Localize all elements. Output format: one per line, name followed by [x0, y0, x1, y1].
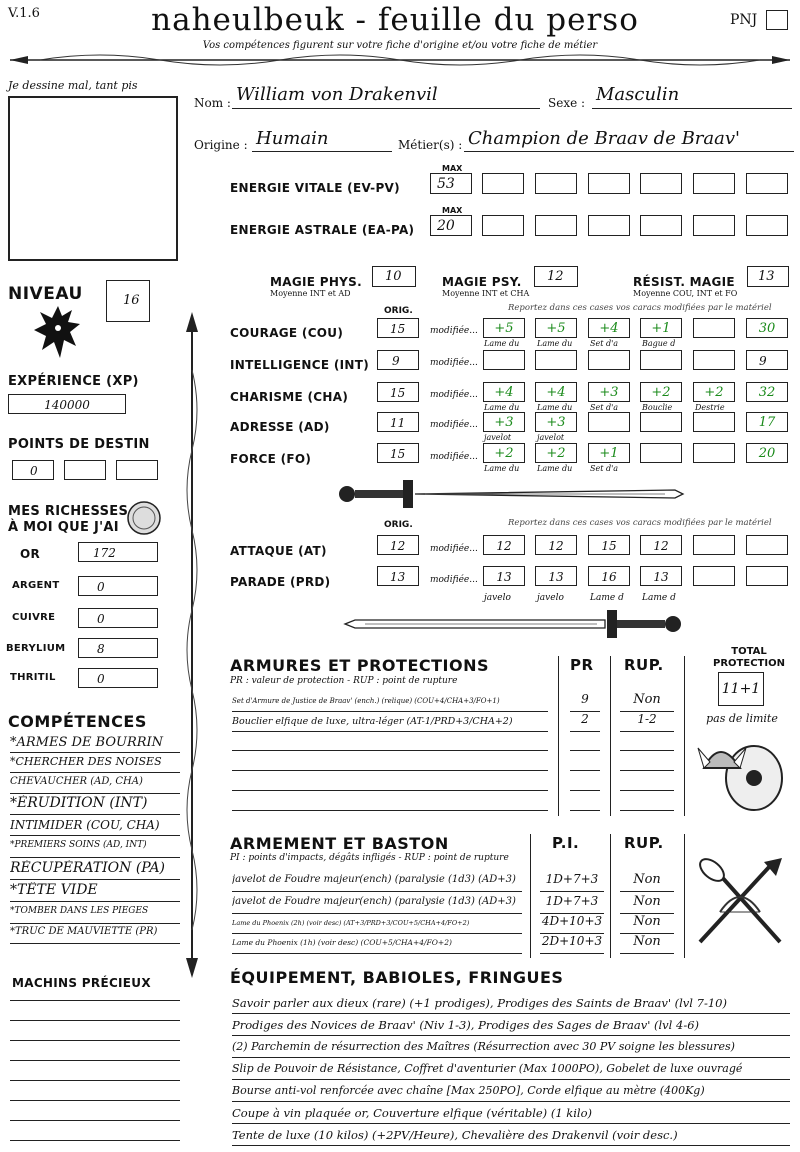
parade-mod-box[interactable] — [640, 566, 682, 586]
armor-empty-line[interactable] — [570, 770, 600, 771]
magie-phys-label: MAGIE PHYS. — [270, 275, 362, 289]
armor-title: ARMURES ET PROTECTIONS — [230, 656, 489, 675]
sword-ornament — [335, 478, 685, 510]
richesses-label-2: À MOI QUE J'AI — [8, 520, 119, 535]
ev-label: ENERGIE VITALE (EV-PV) — [230, 181, 400, 195]
magie-phys-sub: Moyenne INT et AD — [270, 289, 351, 298]
courage-mod-value: +5 — [494, 321, 514, 336]
helmet-shield-icon — [696, 728, 790, 814]
armor-col-divider — [610, 656, 611, 816]
magie-psy-label: MAGIE PSY. — [442, 275, 522, 289]
courage-modifie: modifiée... — [430, 326, 478, 336]
magie-phys-value: 10 — [385, 269, 402, 284]
weapon-pi: 2D+10+3 — [541, 934, 603, 948]
adresse-mod-box[interactable] — [535, 412, 577, 432]
courage-mod-box[interactable] — [588, 318, 630, 338]
sheet-title: naheulbeuk - feuille du perso — [151, 2, 639, 38]
ea-max-label: MAX — [442, 206, 463, 215]
intelligence-modifie: modifiée... — [430, 358, 478, 368]
charisme-mod-box[interactable] — [483, 382, 525, 402]
equipment-line[interactable]: Slip de Pouvoir de Résistance, Coffret d'aventurier (Max 1000PO), Gobelet de luxe ouvragé — [232, 1062, 790, 1080]
nom-label: Nom : — [194, 96, 231, 110]
precious-line[interactable] — [10, 1100, 180, 1101]
courage-total-box[interactable] — [746, 318, 788, 338]
weapons-title: ARMEMENT ET BASTON — [230, 834, 449, 853]
attaque-mod-value: 12 — [496, 539, 512, 553]
header-ornament — [0, 48, 800, 72]
charisme-mod-source: Bouclie — [642, 403, 673, 412]
protection-limit: pas de limite — [706, 712, 778, 725]
ev-box-2[interactable] — [482, 173, 524, 194]
niveau-box[interactable] — [106, 280, 150, 322]
adresse-modifie: modifiée... — [430, 420, 478, 430]
intelligence-mod-box[interactable] — [483, 350, 525, 370]
or-label: OR — [20, 547, 41, 561]
intelligence-mod-box[interactable] — [535, 350, 577, 370]
armor-col-divider — [684, 656, 685, 816]
charisme-mod-value: +3 — [599, 385, 619, 400]
ea-label: ENERGIE ASTRALE (EA-PA) — [230, 223, 415, 237]
xp-label: EXPÉRIENCE (XP) — [8, 374, 139, 389]
intelligence-label: INTELLIGENCE (INT) — [230, 358, 369, 372]
weapon-row[interactable] — [232, 896, 522, 914]
armor-pr: 2 — [581, 712, 589, 726]
destin-value: 0 — [30, 464, 38, 478]
charisme-mod-source: Lame du — [484, 403, 520, 412]
adresse-mod-value: +3 — [494, 415, 514, 430]
equipment-line[interactable]: Tente de luxe (10 kilos) (+2PV/Heure), Chevalière des Drakenvil (voir desc.) — [232, 1128, 790, 1146]
crossed-weapons-icon — [690, 852, 790, 952]
precious-line[interactable] — [10, 1000, 180, 1001]
competences-title: COMPÉTENCES — [8, 712, 147, 731]
force-total-value: 20 — [758, 446, 776, 461]
courage-label: COURAGE (COU) — [230, 326, 344, 340]
skill-item: *ARMES DE BOURRIN — [10, 735, 180, 753]
cuivre-label: CUIVRE — [12, 612, 56, 623]
parade-modifie: modifiée... — [430, 575, 478, 585]
attaque-mod-box[interactable] — [588, 535, 630, 555]
adresse-label: ADRESSE (AD) — [230, 420, 330, 434]
origine-field[interactable]: Humain — [252, 128, 392, 152]
force-mod-box[interactable] — [640, 443, 682, 463]
charisme-mod-value: +4 — [494, 385, 514, 400]
ev-box-4[interactable] — [588, 173, 630, 194]
attaque-mod-box[interactable] — [640, 535, 682, 555]
courage-mod-source: Lame du — [537, 339, 573, 348]
parade-mod-box[interactable] — [588, 566, 630, 586]
charisme-label: CHARISME (CHA) — [230, 390, 349, 404]
force-label: FORCE (FO) — [230, 452, 312, 466]
ea-value: 20 — [437, 218, 455, 234]
weapon-rup: Non — [633, 914, 661, 929]
metier-field[interactable]: Champion de Braav de Braav' — [464, 128, 794, 152]
parade-mod-value: 16 — [601, 570, 617, 584]
dragon-icon — [32, 302, 84, 364]
magie-psy-box[interactable] — [534, 266, 578, 287]
adresse-mod-box[interactable] — [588, 412, 630, 432]
ev-value: 53 — [437, 176, 455, 192]
charisme-mod-value: +2 — [704, 385, 724, 400]
adresse-orig-value: 11 — [390, 416, 406, 430]
weapon-rup: Non — [633, 934, 661, 949]
weapons-pi-header: P.I. — [552, 834, 580, 852]
ea-box-4[interactable] — [588, 215, 630, 236]
skill-item: *TÊTE VIDE — [10, 882, 180, 902]
cuivre-box[interactable] — [78, 608, 158, 628]
equipment-line[interactable]: Coupe à vin plaquée or, Couverture elfique (véritable) (1 kilo) — [232, 1106, 790, 1124]
parade-mod-box[interactable] — [693, 566, 735, 586]
force-mod-value: +2 — [546, 446, 566, 461]
resist-magie-value: 13 — [758, 269, 775, 284]
force-mod-box[interactable] — [693, 443, 735, 463]
spear-ornament — [180, 310, 204, 980]
weapon-pi-cell[interactable] — [540, 872, 604, 892]
armor-rup-cell[interactable] — [620, 692, 674, 712]
niveau-label: NIVEAU — [8, 284, 83, 304]
attaque-mod-box[interactable] — [535, 535, 577, 555]
adresse-mod-box[interactable] — [483, 412, 525, 432]
ev-box-7[interactable] — [746, 173, 788, 194]
courage-mod-value: +5 — [546, 321, 566, 336]
combat-mod-source: javelo — [537, 593, 564, 603]
ea-box-2[interactable] — [482, 215, 524, 236]
pnj-label: PNJ — [730, 12, 758, 28]
weapon-rup-cell[interactable] — [620, 914, 674, 934]
weapon-rup: Non — [633, 894, 661, 909]
ea-box-3[interactable] — [535, 215, 577, 236]
attaque-label: ATTAQUE (AT) — [230, 544, 327, 558]
ev-box-3[interactable] — [535, 173, 577, 194]
armor-rup: Non — [633, 692, 661, 707]
weapon-pi-cell[interactable] — [540, 914, 604, 934]
armor-pr-cell[interactable] — [570, 692, 600, 712]
adresse-mod-source: javelot — [537, 433, 565, 442]
attaque-orig-value: 12 — [390, 539, 406, 553]
weapon-row[interactable] — [232, 918, 522, 934]
skill-item: *ÉRUDITION (INT) — [10, 795, 180, 815]
force-mod-box[interactable] — [588, 443, 630, 463]
combat-mod-source: Lame d — [642, 593, 676, 603]
sword-ornament — [335, 608, 685, 640]
cuivre-value: 0 — [97, 612, 105, 626]
armor-col-divider — [558, 656, 559, 816]
intelligence-orig-box[interactable] — [377, 350, 419, 370]
weapon-pi-cell[interactable] — [540, 934, 604, 954]
armor-empty-line[interactable] — [620, 810, 674, 811]
armor-empty-line[interactable] — [570, 790, 600, 791]
sexe-field[interactable]: Masculin — [592, 84, 792, 109]
charisme-mod-source: Set d'a — [590, 403, 619, 412]
attaque-mod-box[interactable] — [483, 535, 525, 555]
intelligence-mod-box[interactable] — [640, 350, 682, 370]
skill-item: CHEVAUCHER (AD, CHA) — [10, 776, 180, 794]
force-mod-box[interactable] — [483, 443, 525, 463]
adresse-total-box[interactable] — [746, 412, 788, 432]
weapon-name: javelot de Foudre majeur(ench) (paralysie (1d3) (AD+3) — [232, 874, 516, 885]
parade-mod-box[interactable] — [483, 566, 525, 586]
courage-mod-box[interactable] — [693, 318, 735, 338]
sexe-label: Sexe : — [548, 96, 586, 110]
pnj-checkbox[interactable] — [766, 10, 788, 30]
charisme-modifie: modifiée... — [430, 390, 478, 400]
nom-field[interactable]: William von Drakenvil — [232, 84, 540, 109]
parade-mod-value: 13 — [548, 570, 564, 584]
ea-box[interactable] — [430, 215, 472, 236]
ev-max-label: MAX — [442, 164, 463, 173]
portrait-box[interactable] — [8, 96, 178, 261]
weapons-rup-header: RUP. — [624, 834, 664, 852]
argent-box[interactable] — [78, 576, 158, 596]
or-value: 172 — [93, 546, 116, 560]
precious-line[interactable] — [10, 1060, 180, 1061]
ev-box-6[interactable] — [693, 173, 735, 194]
skill-item: *CHERCHER DES NOISES — [10, 755, 180, 773]
total-protection-label: TOTAL PROTECTION — [713, 646, 785, 669]
courage-mod-box[interactable] — [640, 318, 682, 338]
intelligence-total-value: 9 — [759, 354, 767, 368]
adresse-mod-value: +3 — [546, 415, 566, 430]
force-orig-box[interactable] — [377, 443, 419, 463]
adresse-mod-box[interactable] — [640, 412, 682, 432]
charisme-mod-value: +4 — [546, 385, 566, 400]
combat-mod-source: javelo — [484, 593, 511, 603]
armor-empty-line[interactable] — [232, 770, 548, 771]
armor-empty-line[interactable] — [232, 750, 548, 751]
ea-box-6[interactable] — [693, 215, 735, 236]
courage-orig-value: 15 — [390, 322, 406, 336]
armor-pr: 9 — [581, 692, 589, 706]
force-mod-source: Set d'a — [590, 464, 619, 473]
armor-empty-line[interactable] — [620, 770, 674, 771]
destin-box[interactable] — [12, 460, 54, 480]
weapon-rup-cell[interactable] — [620, 894, 674, 914]
weapon-row[interactable] — [232, 938, 522, 954]
argent-value: 0 — [97, 580, 105, 594]
resist-magie-box[interactable] — [747, 266, 789, 287]
parade-label: PARADE (PRD) — [230, 575, 331, 589]
weapons-col-divider — [684, 834, 685, 958]
magie-phys-box[interactable] — [372, 266, 416, 287]
portrait-caption: Je dessine mal, tant pis — [8, 79, 138, 92]
argent-label: ARGENT — [12, 580, 60, 591]
armor-empty-line[interactable] — [232, 790, 548, 791]
version-label: V.1.6 — [8, 6, 40, 21]
weapon-pi: 1D+7+3 — [545, 872, 599, 886]
berylium-value: 8 — [97, 642, 105, 656]
weapons-col-divider — [530, 834, 531, 958]
armor-empty-line[interactable] — [620, 790, 674, 791]
resist-magie-sub: Moyenne COU, INT et FO — [633, 289, 738, 298]
resist-magie-label: RÉSIST. MAGIE — [633, 275, 735, 289]
precious-line[interactable] — [10, 1140, 180, 1141]
force-mod-box[interactable] — [535, 443, 577, 463]
skill-item: INTIMIDER (COU, CHA) — [10, 818, 180, 836]
attaque-mod-box[interactable] — [693, 535, 735, 555]
origine-label: Origine : — [194, 138, 248, 152]
courage-total-value: 30 — [758, 321, 776, 336]
destin-label: POINTS DE DESTIN — [8, 437, 150, 452]
courage-mod-source: Bague d — [642, 339, 676, 348]
intelligence-mod-box[interactable] — [588, 350, 630, 370]
force-orig-value: 15 — [390, 447, 406, 461]
armor-row[interactable] — [232, 696, 548, 712]
weapon-name: javelot de Foudre majeur(ench) (paralysie (1d3) (AD+3) — [232, 896, 516, 907]
armor-pr-cell[interactable] — [570, 712, 600, 732]
armor-empty-line[interactable] — [620, 750, 674, 751]
equipment-line[interactable]: Prodiges des Novices de Braav' (Niv 1-3), Prodiges des Sages de Braav' (lvl 4-6) — [232, 1018, 790, 1036]
armor-empty-line[interactable] — [570, 750, 600, 751]
armor-empty-line[interactable] — [232, 810, 548, 811]
attaque-mod-value: 15 — [601, 539, 617, 553]
courage-mod-source: Lame du — [484, 339, 520, 348]
magie-psy-value: 12 — [547, 269, 564, 284]
courage-mod-value: +1 — [651, 321, 671, 336]
ev-box[interactable] — [430, 173, 472, 194]
equipment-title: ÉQUIPEMENT, BABIOLES, FRINGUES — [230, 968, 564, 987]
sheet-subtitle: Vos compétences figurent sur votre fiche d'origine et/ou votre fiche de métier — [202, 40, 598, 51]
attaque-orig-box[interactable] — [377, 535, 419, 555]
armor-rup-cell[interactable] — [620, 712, 674, 732]
adresse-orig-box[interactable] — [377, 412, 419, 432]
charisme-mod-source: Lame du — [537, 403, 573, 412]
weapon-rup-cell[interactable] — [620, 934, 674, 954]
weapon-name: Lame du Phoenix (2h) (voir desc) (AT+3/PRD+3/COU+5/CHA+4/FO+2) — [232, 919, 470, 927]
armor-rup-header: RUP. — [624, 656, 664, 674]
ea-box-7[interactable] — [746, 215, 788, 236]
parade-mod-box[interactable] — [535, 566, 577, 586]
force-mod-value: +2 — [494, 446, 514, 461]
intelligence-total-box[interactable] — [746, 350, 788, 370]
courage-mod-box[interactable] — [535, 318, 577, 338]
courage-mod-source: Set d'a — [590, 339, 619, 348]
skill-item: RÉCUPÉRATION (PA) — [10, 860, 180, 880]
equipment-line[interactable]: Bourse anti-vol renforcée avec chaîne [Max 250PO], Corde elfique au mètre (400Kg) — [232, 1084, 790, 1102]
force-mod-value: +1 — [599, 446, 619, 461]
attaque-mod-value: 12 — [653, 539, 669, 553]
precious-line[interactable] — [10, 1080, 180, 1081]
attaque-mod-box[interactable] — [746, 535, 788, 555]
weapons-col-divider — [610, 834, 611, 958]
parade-orig-value: 13 — [390, 570, 406, 584]
skill-item: *TRUC DE MAUVIETTE (PR) — [10, 926, 180, 944]
skill-item: *TOMBER DANS LES PIÈGES — [10, 906, 180, 924]
precious-line[interactable] — [10, 1040, 180, 1041]
charisme-mod-box[interactable] — [640, 382, 682, 402]
courage-mod-box[interactable] — [483, 318, 525, 338]
combat-report-note: Reportez dans ces cases vos caracs modifiées par le matériel — [508, 518, 772, 528]
weapon-row[interactable] — [232, 874, 522, 892]
parade-mod-value: 13 — [653, 570, 669, 584]
armor-name: Set d'Armure de Justice de Braav' (ench.) (relique) (COU+4/CHA+3/FO+1) — [232, 697, 500, 705]
charisme-mod-source: Destrie — [695, 403, 725, 412]
force-total-box[interactable] — [746, 443, 788, 463]
total-protection-value: 11+1 — [721, 681, 761, 697]
equipment-line[interactable]: Savoir parler aux dieux (rare) (+1 prodiges), Prodiges des Saints de Braav' (lvl 7-10) — [232, 996, 790, 1014]
xp-value: 140000 — [44, 398, 90, 412]
coin-icon — [126, 500, 162, 536]
attaque-mod-value: 12 — [548, 539, 564, 553]
machins-precieux-title: MACHINS PRÉCIEUX — [12, 976, 151, 990]
weapon-pi-cell[interactable] — [540, 894, 604, 914]
armor-subtitle: PR : valeur de protection - RUP : point de rupture — [230, 676, 458, 686]
parade-mod-box[interactable] — [746, 566, 788, 586]
berylium-box[interactable] — [78, 638, 158, 658]
equipment-line[interactable]: (2) Parchemin de résurrection des Maîtres (Résurrection avec 30 PV soigne les blessures) — [232, 1040, 790, 1058]
stats-orig-label: ORIG. — [384, 306, 413, 316]
ea-box-5[interactable] — [640, 215, 682, 236]
combat-orig-label: ORIG. — [384, 520, 413, 530]
armor-pr-header: PR — [570, 656, 594, 674]
skill-item: *PREMIERS SOINS (AD, INT) — [10, 840, 180, 858]
weapon-rup-cell[interactable] — [620, 872, 674, 892]
armor-empty-line[interactable] — [570, 810, 600, 811]
courage-mod-value: +4 — [599, 321, 619, 336]
richesses-label-1: MES RICHESSES — [8, 504, 129, 519]
magie-psy-sub: Moyenne INT et CHA — [442, 289, 530, 298]
thritil-value: 0 — [97, 672, 105, 686]
combat-mod-source: Lame d — [590, 593, 624, 603]
thritil-box[interactable] — [78, 668, 158, 688]
stats-report-note: Reportez dans ces cases vos caracs modifiées par le matériel — [508, 303, 772, 313]
weapon-pi: 4D+10+3 — [541, 914, 603, 928]
total-protection-box[interactable] — [718, 672, 764, 706]
attaque-modifie: modifiée... — [430, 544, 478, 554]
thritil-label: THRITIL — [10, 672, 56, 683]
parade-orig-box[interactable] — [377, 566, 419, 586]
intelligence-mod-box[interactable] — [693, 350, 735, 370]
force-mod-source: Lame du — [484, 464, 520, 473]
precious-line[interactable] — [10, 1020, 180, 1021]
weapons-subtitle: PI : points d'impacts, dégâts infligés - RUP : point de rupture — [230, 853, 509, 863]
intelligence-orig-value: 9 — [392, 354, 400, 368]
xp-box[interactable] — [8, 394, 126, 414]
weapon-name: Lame du Phoenix (1h) (voir desc) (COU+5/CHA+4/FO+2) — [232, 938, 452, 947]
berylium-label: BERYLIUM — [6, 643, 66, 654]
parade-mod-value: 13 — [496, 570, 512, 584]
adresse-mod-source: javelot — [484, 433, 512, 442]
destin-box-2[interactable] — [64, 460, 106, 480]
armor-row[interactable] — [232, 716, 548, 732]
charisme-orig-box[interactable] — [377, 382, 419, 402]
force-mod-source: Lame du — [537, 464, 573, 473]
metier-label: Métier(s) : — [398, 138, 463, 152]
charisme-total-value: 32 — [758, 385, 776, 400]
charisme-total-box[interactable] — [746, 382, 788, 402]
armor-rup: 1-2 — [637, 712, 657, 726]
courage-orig-box[interactable] — [377, 318, 419, 338]
weapon-pi: 1D+7+3 — [545, 894, 599, 908]
charisme-orig-value: 15 — [390, 386, 406, 400]
adresse-total-value: 17 — [758, 415, 776, 430]
destin-box-3[interactable] — [116, 460, 158, 480]
ev-box-5[interactable] — [640, 173, 682, 194]
charisme-mod-box[interactable] — [693, 382, 735, 402]
precious-line[interactable] — [10, 1120, 180, 1121]
force-modifie: modifiée... — [430, 452, 478, 462]
charisme-mod-box[interactable] — [588, 382, 630, 402]
or-box[interactable] — [78, 542, 158, 562]
charisme-mod-box[interactable] — [535, 382, 577, 402]
weapon-rup: Non — [633, 872, 661, 887]
adresse-mod-box[interactable] — [693, 412, 735, 432]
niveau-value: 16 — [123, 293, 140, 308]
armor-name: Bouclier elfique de luxe, ultra-léger (AT-1/PRD+3/CHA+2) — [232, 716, 513, 727]
charisme-mod-value: +2 — [651, 385, 671, 400]
